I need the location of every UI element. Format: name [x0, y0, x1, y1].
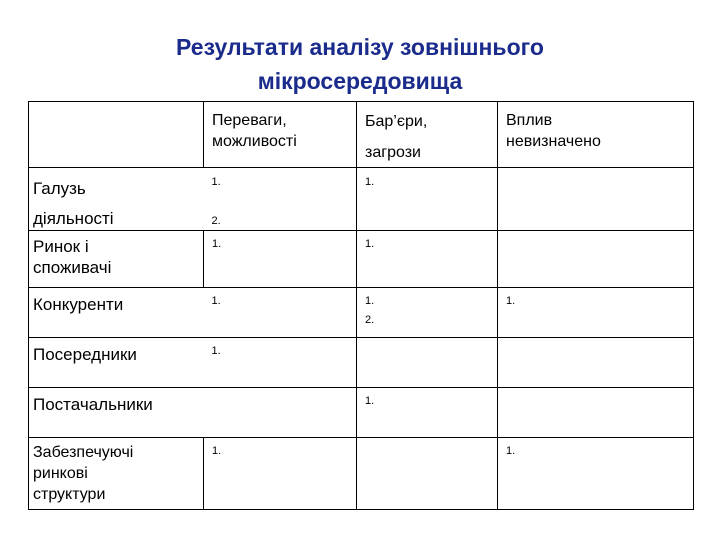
cell-barriers [357, 338, 498, 388]
table-row [29, 288, 694, 338]
list-item: 1. [211, 176, 221, 188]
list-item: 1. [506, 445, 516, 457]
list-item: 1. [365, 295, 375, 307]
cell-advantages [204, 338, 357, 388]
row-label-infrastructure [29, 438, 204, 510]
cell-uncertain [498, 438, 694, 510]
cell-uncertain [498, 338, 694, 388]
list-item: 1. [506, 295, 516, 307]
list-item: 1. [365, 238, 375, 250]
list-item: 1. [211, 295, 221, 307]
list-item: 1. [365, 176, 375, 188]
list-item: 1. [365, 395, 375, 407]
row-label-line-1: Забезпечуючі [33, 444, 134, 461]
cell-barriers [357, 388, 498, 438]
list-item: 1. [211, 345, 221, 357]
table-row [29, 438, 694, 510]
row-label-intermediaries [29, 338, 204, 388]
row-label-line-2: споживачі [33, 258, 112, 277]
row-label-line-1: Посередники [33, 345, 137, 364]
cell-advantages [204, 288, 357, 338]
header-row [29, 102, 694, 168]
cell-uncertain [498, 288, 694, 338]
list-item: 1. [212, 445, 222, 457]
cell-advantages [204, 231, 357, 288]
list-item: 2. [365, 314, 375, 326]
row-label-line-1: Постачальники [33, 395, 153, 414]
row-label-suppliers [29, 388, 204, 438]
cell-advantages [204, 168, 357, 231]
analysis-table [28, 101, 694, 510]
header-advantages-line-1: Переваги, [212, 112, 287, 129]
header-uncertain [498, 102, 694, 168]
cell-advantages [204, 388, 357, 438]
table-row [29, 168, 694, 231]
row-label-industry [29, 168, 204, 231]
header-barriers-line-1: Бар’єри, [365, 113, 428, 130]
row-label-market [29, 231, 204, 288]
table-row [29, 388, 694, 438]
cell-uncertain [498, 168, 694, 231]
title-line-2: мікросередовища [257, 68, 463, 94]
table-row [29, 231, 694, 288]
row-label-line-1: Конкуренти [33, 295, 124, 314]
table-row [29, 338, 694, 388]
header-barriers [357, 102, 498, 168]
row-label-line-3: структури [33, 486, 106, 503]
row-label-line-1: Ринок і [33, 237, 89, 256]
header-advantages [204, 102, 357, 168]
cell-uncertain [498, 231, 694, 288]
cell-barriers [357, 438, 498, 510]
title-line-1: Результати аналізу зовнішнього [176, 34, 544, 60]
list-item: 2. [211, 215, 221, 227]
header-empty-cell [29, 102, 204, 168]
header-uncertain-line-2: невизначено [506, 133, 601, 150]
header-barriers-line-2: загрози [365, 144, 421, 161]
cell-uncertain [498, 388, 694, 438]
cell-advantages [204, 438, 357, 510]
header-uncertain-line-1: Вплив [506, 112, 553, 129]
row-label-line-1: Галузь [33, 179, 86, 198]
row-label-line-2: ринкові [33, 465, 88, 482]
list-item: 1. [212, 238, 222, 250]
cell-barriers [357, 231, 498, 288]
cell-barriers [357, 288, 498, 338]
row-label-line-2: діяльності [33, 209, 114, 228]
row-label-competitors [29, 288, 204, 338]
header-advantages-line-2: можливості [212, 133, 297, 150]
cell-barriers [357, 168, 498, 231]
slide-title [0, 30, 720, 98]
